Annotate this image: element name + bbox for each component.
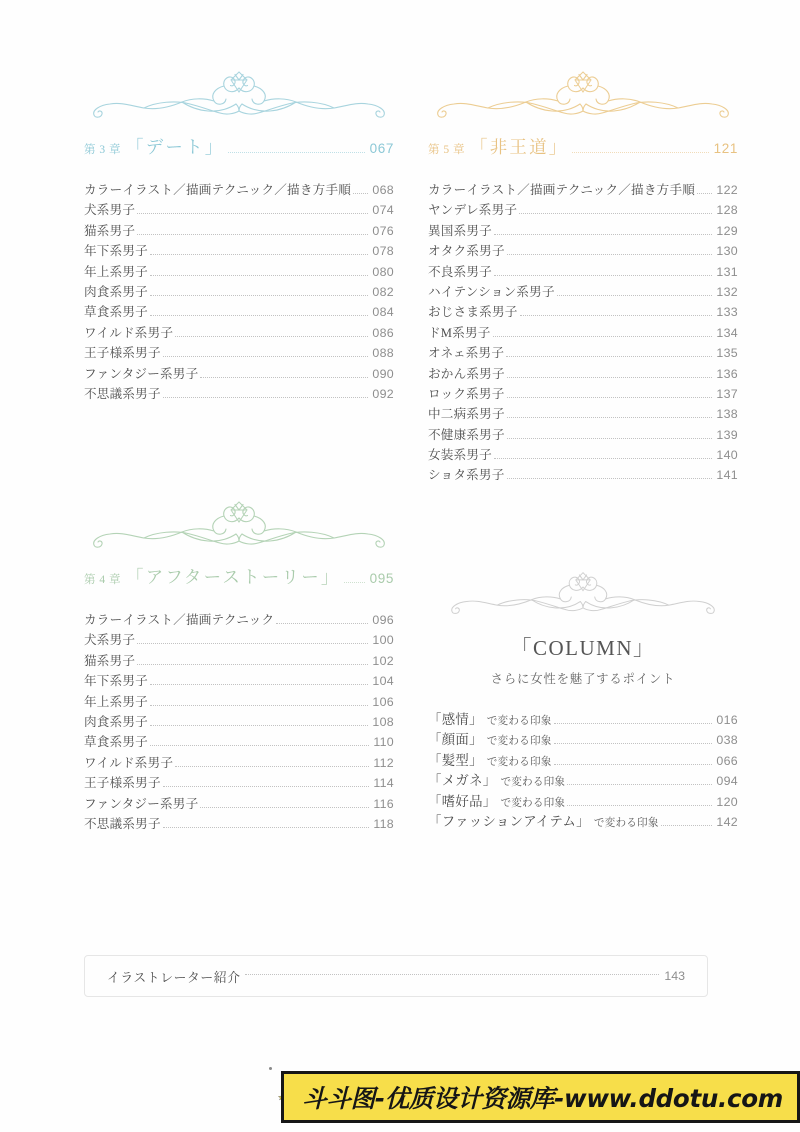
leader-line: [137, 234, 368, 235]
leader-line: [150, 684, 368, 685]
column-entry-suffix: で変わる印象: [486, 736, 552, 748]
entry-label: オネェ系男子: [428, 346, 505, 361]
footer-label: イラストレーター紹介: [107, 970, 241, 985]
entry-label: 年上系男子: [84, 264, 148, 279]
chapter-title: 「非王道」: [470, 137, 569, 157]
entry-page-number: 106: [372, 694, 394, 709]
entry-page-number: 074: [372, 203, 394, 218]
chapter-block-chapter-5: [428, 58, 738, 501]
toc-entry[interactable]: [84, 813, 394, 833]
entry-page-number: 038: [716, 733, 738, 748]
entry-page-number: 104: [372, 674, 394, 689]
column-entry-suffix: で変わる印象: [486, 716, 552, 727]
chapter-page-number: 095: [369, 571, 394, 586]
leader-line: [150, 295, 368, 296]
entry-page-number: 118: [373, 816, 394, 831]
entry-list-chapter-3: [84, 179, 394, 403]
column-title: 「COLUMN」: [510, 636, 656, 660]
column-entry[interactable]: [428, 770, 738, 790]
entry-label: 王子様系男子: [84, 776, 161, 791]
leader-line: [137, 664, 368, 665]
leader-line: [494, 275, 712, 276]
entry-label: 猫系男子: [84, 653, 136, 668]
leader-line: [507, 397, 713, 398]
leader-line: [507, 377, 713, 378]
leader-line: [228, 152, 365, 153]
toc-entry[interactable]: [428, 301, 738, 321]
entry-page-number: 120: [716, 794, 738, 809]
toc-entry[interactable]: [84, 650, 394, 670]
entry-label: 中二病系男子: [428, 407, 505, 422]
toc-entry[interactable]: [84, 609, 394, 629]
leader-line: [150, 705, 368, 706]
entry-page-number: 016: [716, 713, 738, 727]
chapter-heading[interactable]: [84, 564, 394, 589]
column-entry-term: 「顔面」: [428, 732, 483, 748]
entry-page-number: 076: [372, 223, 394, 238]
toc-entry[interactable]: [84, 752, 394, 772]
entry-page-number: 134: [716, 325, 738, 340]
entry-page-number: 102: [372, 653, 394, 668]
entry-label: 女装系男子: [428, 448, 492, 463]
entry-label: 年下系男子: [84, 244, 148, 259]
leader-line: [150, 315, 368, 316]
column-entry[interactable]: [428, 750, 738, 770]
toc-entry[interactable]: [84, 793, 394, 813]
toc-entry[interactable]: [84, 261, 394, 281]
column-entry-suffix: で変わる印象: [500, 777, 566, 789]
leader-line: [697, 193, 712, 194]
leader-line: [163, 356, 369, 357]
toc-entry[interactable]: [428, 403, 738, 423]
leader-line: [554, 764, 713, 765]
column-entry-term: 「メガネ」: [428, 773, 497, 789]
toc-entry[interactable]: [428, 444, 738, 464]
toc-entry[interactable]: [84, 711, 394, 731]
entry-page-number: 138: [716, 407, 738, 422]
entry-page-number: 137: [716, 386, 738, 401]
entry-page-number: 066: [716, 753, 738, 768]
leader-line: [245, 974, 660, 975]
filigree-flourish-ornament: [84, 488, 394, 550]
leader-line: [163, 827, 370, 828]
entry-page-number: 082: [372, 284, 394, 299]
toc-entry[interactable]: [84, 670, 394, 690]
leader-line: [567, 805, 712, 806]
entry-label: 猫系男子: [84, 223, 136, 238]
leader-line: [567, 784, 712, 785]
filigree-flourish-ornament: [428, 58, 738, 120]
column-entry[interactable]: [428, 709, 738, 729]
column-entry-suffix: で変わる印象: [500, 797, 566, 809]
entry-page-number: 136: [716, 366, 738, 381]
entry-page-number: 110: [373, 735, 394, 750]
filigree-flourish-ornament: [428, 560, 738, 616]
entry-label: オタク系男子: [428, 244, 505, 259]
leader-line: [507, 438, 713, 439]
entry-label: ドM系男子: [428, 325, 491, 340]
leader-line: [276, 623, 368, 624]
entry-label: ヤンデレ系男子: [428, 203, 518, 218]
chapter-block-chapter-4: [84, 488, 394, 849]
leader-line: [353, 193, 368, 194]
entry-label: カラーイラスト／描画テクニック／描き方手順: [84, 183, 352, 197]
entry-page-number: 140: [716, 448, 738, 463]
column-entry[interactable]: [428, 811, 738, 831]
entry-label: 犬系男子: [84, 203, 136, 218]
entry-page-number: 139: [716, 427, 738, 442]
leader-line: [519, 213, 712, 214]
entry-label: ワイルド系男子: [84, 755, 174, 770]
entry-page-number: 094: [716, 774, 738, 789]
entry-list-chapter-5: [428, 179, 738, 485]
leader-line: [661, 825, 713, 826]
column-entry-term: 「髪型」: [428, 752, 483, 768]
entry-page-number: 128: [716, 203, 738, 218]
toc-entry[interactable]: [428, 281, 738, 301]
leader-line: [200, 377, 368, 378]
entry-page-number: 088: [372, 346, 394, 361]
entry-label: カラーイラスト／描画テクニック／描き方手順: [428, 183, 696, 197]
toc-entry[interactable]: [428, 383, 738, 403]
chapter-prefix: 第 3 章: [84, 144, 121, 156]
chapter-title: 「アフターストーリー」: [126, 567, 341, 587]
chapter-prefix: 第 5 章: [428, 144, 465, 156]
entry-label: ハイテンション系男子: [428, 284, 555, 299]
leader-line: [493, 336, 713, 337]
leader-line: [150, 254, 368, 255]
entry-page-number: 116: [373, 796, 394, 811]
chapter-title: 「デート」: [126, 137, 225, 157]
toc-entry[interactable]: [84, 281, 394, 301]
toc-entry[interactable]: [84, 220, 394, 240]
entry-label: おじさま系男子: [428, 305, 518, 320]
entry-label: 異国系男子: [428, 223, 492, 238]
entry-label: おかん系男子: [428, 366, 505, 381]
column-entry[interactable]: [428, 729, 738, 749]
leader-line: [163, 786, 370, 787]
toc-entry[interactable]: [84, 240, 394, 260]
leader-line: [507, 417, 713, 418]
entry-page-number: 114: [373, 776, 394, 791]
entry-page-number: 078: [372, 244, 394, 259]
leader-line: [554, 743, 713, 744]
column-subtitle: さらに女性を魅了するポイント: [490, 672, 676, 686]
entry-label: ワイルド系男子: [84, 325, 174, 340]
entry-page-number: 080: [372, 264, 394, 279]
entry-page-number: 131: [716, 264, 738, 279]
leader-line: [175, 336, 368, 337]
column-entry-suffix: で変わる印象: [486, 756, 552, 768]
entry-label: 肉食系男子: [84, 714, 148, 729]
chapter-page-number: 121: [713, 141, 738, 156]
toc-entry[interactable]: [84, 731, 394, 751]
leader-line: [137, 643, 368, 644]
toc-entry[interactable]: [84, 772, 394, 792]
column-entry-term: 「嗜好品」: [428, 793, 497, 809]
leader-line: [163, 397, 369, 398]
entry-label: 草食系男子: [84, 305, 148, 320]
leader-line: [137, 213, 368, 214]
entry-label: 不思議系男子: [84, 386, 161, 401]
entry-label: 不良系男子: [428, 264, 492, 279]
leader-line: [507, 478, 713, 479]
entry-list-column: [428, 709, 738, 831]
entry-page-number: 141: [716, 468, 738, 483]
toc-entry[interactable]: [428, 261, 738, 281]
entry-label: 不健康系男子: [428, 427, 505, 442]
entry-page-number: 090: [372, 366, 394, 381]
leader-line: [557, 295, 713, 296]
entry-label: 王子様系男子: [84, 346, 161, 361]
entry-label: ロック系男子: [428, 386, 505, 401]
leader-line: [344, 582, 365, 583]
entry-list-chapter-4: [84, 609, 394, 833]
toc-entry[interactable]: [428, 464, 738, 484]
leader-line: [554, 723, 713, 724]
toc-entry[interactable]: [428, 179, 738, 199]
chapter-page-number: 067: [369, 141, 394, 156]
illustrator-intro-row[interactable]: [84, 955, 708, 997]
entry-page-number: 129: [716, 223, 738, 238]
entry-page-number: 108: [372, 714, 394, 729]
entry-page-number: 142: [716, 814, 738, 829]
leader-line: [506, 356, 712, 357]
entry-page-number: 096: [372, 613, 394, 627]
entry-page-number: 133: [716, 305, 738, 320]
entry-page-number: 086: [372, 325, 394, 340]
toc-entry[interactable]: [428, 220, 738, 240]
toc-entry[interactable]: [84, 383, 394, 403]
toc-entry[interactable]: [84, 199, 394, 219]
entry-label: 不思議系男子: [84, 816, 161, 831]
leader-line: [494, 234, 712, 235]
leader-line: [150, 725, 368, 726]
entry-page-number: 092: [372, 386, 394, 401]
toc-entry[interactable]: [84, 691, 394, 711]
entry-page-number: 084: [372, 305, 394, 320]
stray-dot: [269, 1067, 272, 1070]
toc-entry[interactable]: [84, 179, 394, 199]
watermark-banner: [281, 1071, 800, 1123]
entry-label: 年上系男子: [84, 694, 148, 709]
toc-entry[interactable]: [428, 342, 738, 362]
entry-label: ショタ系男子: [428, 468, 505, 483]
footer-page-number: 143: [664, 969, 685, 983]
leader-line: [572, 152, 709, 153]
leader-line: [150, 745, 369, 746]
toc-entry[interactable]: [84, 301, 394, 321]
entry-label: ファンタジー系男子: [84, 796, 199, 811]
entry-page-number: 130: [716, 244, 738, 259]
chapter-block-chapter-3: [84, 58, 394, 419]
entry-page-number: 068: [372, 183, 394, 197]
toc-entry[interactable]: [428, 322, 738, 342]
toc-entry[interactable]: [428, 363, 738, 383]
leader-line: [507, 254, 713, 255]
entry-label: 草食系男子: [84, 735, 148, 750]
column-entry[interactable]: [428, 791, 738, 811]
filigree-flourish-ornament: [84, 58, 394, 120]
entry-page-number: 132: [716, 284, 738, 299]
watermark: [278, 1062, 800, 1132]
toc-entry[interactable]: [428, 199, 738, 219]
leader-line: [520, 315, 713, 316]
entry-label: ファンタジー系男子: [84, 366, 199, 381]
column-entry-term: 「ファッションアイテム」: [428, 813, 590, 829]
leader-line: [150, 275, 368, 276]
toc-entry[interactable]: [84, 629, 394, 649]
column-entry-suffix: で変わる印象: [593, 817, 659, 829]
entry-page-number: 122: [716, 183, 738, 197]
entry-label: 肉食系男子: [84, 284, 148, 299]
column-block: [428, 560, 738, 847]
chapter-prefix: 第 4 章: [84, 574, 121, 586]
entry-page-number: 135: [716, 346, 738, 361]
entry-page-number: 112: [373, 755, 394, 770]
column-entry-term: 「感情」: [428, 712, 483, 727]
watermark-text: 斗斗图-优质设计资源库-www.ddotu.com: [302, 1083, 783, 1113]
leader-line: [175, 766, 369, 767]
toc-entry[interactable]: [84, 342, 394, 362]
toc-entry[interactable]: [84, 363, 394, 383]
leader-line: [200, 807, 369, 808]
chapter-heading[interactable]: [84, 134, 394, 159]
leader-line: [494, 458, 712, 459]
entry-page-number: 100: [372, 633, 394, 648]
toc-entry[interactable]: [84, 322, 394, 342]
chapter-heading[interactable]: [428, 134, 738, 159]
entry-label: カラーイラスト／描画テクニック: [84, 613, 275, 627]
toc-entry[interactable]: [428, 240, 738, 260]
entry-label: 犬系男子: [84, 633, 136, 648]
entry-label: 年下系男子: [84, 674, 148, 689]
toc-entry[interactable]: [428, 424, 738, 444]
